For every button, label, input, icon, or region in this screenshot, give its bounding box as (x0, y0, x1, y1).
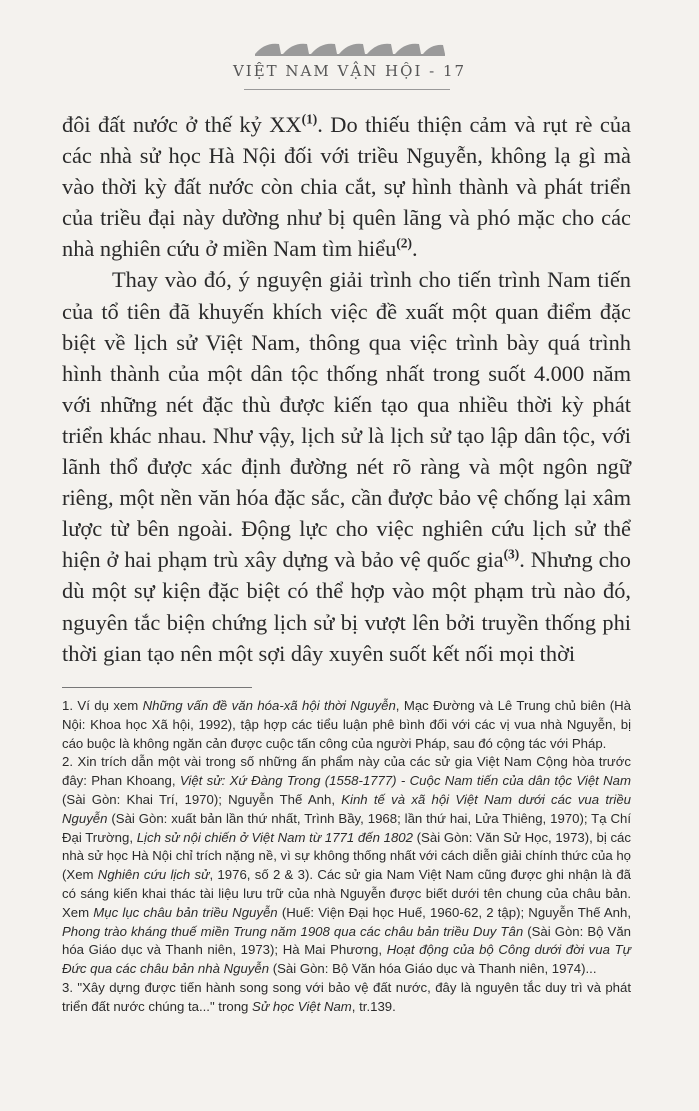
footnotes (62, 697, 631, 1017)
footnote-1: 1. Ví dụ xem Những vấn đề văn hóa-xã hội thời Nguyễn, Mạc Đường và Lê Trung chủ biên (Hà Nội: Khoa học Xã hội, 1992), tập hợp các tiểu luận phê bình đối với các vị vua nhà Nguyễn, bị cáo buộc là không ngăn cản được cuộc tấn công của người Pháp, sau đó cộng tác với Pháp. (62, 698, 631, 751)
footnote-3: 3. "Xây dựng được tiến hành song song với bảo vệ đất nước, đây là nguyên tắc duy trì và phát triển đất nước chúng ta..." trong Sử học Việt Nam, tr.139. (62, 979, 631, 1014)
footnote-ref-1: (1) (301, 111, 318, 127)
footnote-ref-3: (3) (503, 546, 520, 562)
running-head: VIỆT NAM VẬN HỘI - 17 (232, 62, 467, 80)
header-rule (244, 89, 450, 90)
footnote-rule (62, 687, 252, 688)
header-ornament (255, 40, 445, 56)
paragraph-1: đôi đất nước ở thế kỷ XX$^{(1)}$. Do thiếu thiện cảm và rụt rè của các nhà sử học Hà Nội đối với triều Nguyễn, không lạ gì mà vào thời kỳ đất nước còn chia cắt, sự hình thành và phát triển của triều đại này dường như bị quên lãng và phó mặc cho các nhà nghiên cứu ở miền Nam tìm hiểu$^{(2)}$. (62, 111, 631, 262)
footnote-ref-2: (2) (396, 235, 412, 251)
paragraph-2: Thay vào đó, ý nguyện giải trình cho tiến trình Nam tiến của tổ tiên đã khuyến khích việc đề xuất một quan điểm đặc biệt về lịch sử Việt Nam, thông qua việc trình bày quá trình hình thành của một dân tộc thống nhất trong suốt 4.000 năm với những nét đặc thù được kiến tạo qua nhiều thời kỳ phát triển khác nhau. Như vậy, lịch sử là lịch sử tạo lập dân tộc, với lãnh thổ được xác định đường nét rõ ràng và một ngôn ngữ riêng, một nền văn hóa đặc sắc, cần được bảo vệ chống lại xâm lược từ bên ngoài. Động lực cho việc nghiên cứu lịch sử thể hiện ở hai phạm trù xây dựng và bảo vệ quốc gia$^{(3)}$. Nhưng cho dù một sự kiện đặc biệt có thể hợp vào một phạm trù nào đó, nguyên tắc biện chứng lịch sử bị vượt lên bởi truyền thống phi thời gian tạo nên một sợi dây xuyên suốt kết nối mọi thời (62, 267, 631, 666)
footnote-2: 2. Xin trích dẫn một vài trong số những ấn phẩm này của các sử gia Việt Nam Cộng hòa trước đây: Phan Khoang, Việt sử: Xứ Đàng Trong (1558-1777) - Cuộc Nam tiến của dân tộc Việt Nam (Sài Gòn: Khai Trí, 1970); Nguyễn Thế Anh, Kinh tế và xã hội Việt Nam dưới các vua triều Nguyễn (Sài Gòn: xuất bản lần thứ nhất, Trình Bầy, 1968; lần thứ hai, Lửa Thiêng, 1970); Tạ Chí Đại Trường, Lịch sử nội chiến ở Việt Nam từ 1771 đến 1802 (Sài Gòn: Văn Sử Học, 1973), bị các nhà sử học Hà Nội chỉ trích nặng nề, vì sự không thống nhất với cách diễn giải chính thức của họ (Xem Nghiên cứu lịch sử, 1976, số 2 & 3). Các sử gia Nam Việt Nam cũng được ghi nhận là đã có sáng kiến khai thác tài liệu lưu trữ của nhà Nguyễn được biết dưới tên chung của châu bản. Xem Mục lục châu bản triều Nguyễn (Huế: Viện Đại học Huế, 1960-62, 2 tập); Nguyễn Thế Anh, Phong trào kháng thuế miền Trung năm 1908 qua các châu bản triều Duy Tân (Sài Gòn: Bộ Văn hóa Giáo dục và Thanh niên, 1973); Hà Mai Phương, Hoạt động của bộ Công dưới đời vua Tự Đức qua các châu bản nhà Nguyễn (Sài Gòn: Bộ Văn hóa Giáo dục và Thanh niên, 1974)... (62, 754, 631, 977)
main-text (62, 109, 631, 669)
